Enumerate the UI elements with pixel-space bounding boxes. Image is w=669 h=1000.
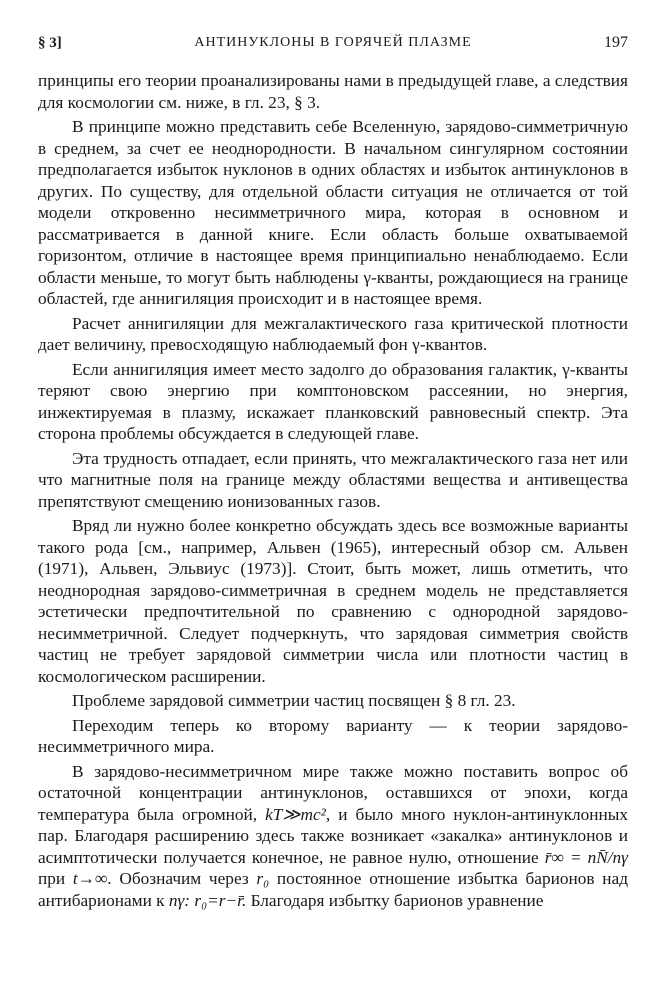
paragraph-9-text-2: , и было много нуклон-антинуклонных пар. Благодаря расширению здесь также возникает «закалка» антинуклонов и асимптотически получается конечное, не равное нулю, отношение	[38, 804, 628, 867]
paragraph-9-text-3: при	[38, 869, 73, 888]
formula-r-infinity: r̄∞ = nN̄/nγ	[544, 847, 628, 867]
section-marker: § 3]	[38, 35, 62, 51]
paragraph-9-text-5: постоянное отношение избытка барионов над антибарионами к	[38, 869, 628, 910]
running-header	[38, 31, 628, 55]
paragraph-5: Эта трудность отпадает, если принять, что межгалактического газа нет или что магнитные поля на границе между областями вещества и антивещества препятствуют смещению ионизованных газов.	[38, 448, 628, 511]
formula-r0: r₀	[256, 869, 270, 888]
paragraph-9-text-6: Благодаря избытку барионов уравнение	[246, 890, 544, 910]
body-text	[38, 70, 628, 914]
running-title: АНТИНУКЛОНЫ В ГОРЯЧЕЙ ПЛАЗМЕ	[194, 35, 472, 50]
paragraph-4: Если аннигиляция имеет место задолго до образования галактик, γ-кванты теряют свою энергию при комптоновском рассеянии, но энергия, инжектируемая в плазму, искажает планковский равновесный спектр. Эта сторона проблемы обсуждается в следующей главе.	[38, 359, 628, 443]
formula-t-infinity: t→∞	[72, 869, 108, 888]
paragraph-2: В принципе можно представить себе Вселенную, зарядово-симметричную в среднем, за счет ее неоднородности. В начальном сингулярном состоянии предполагается избыток нуклонов в одних областях и избыток антинуклонов в других. По существу, для отдельной области ситуация не отличается от той модели откровенно несимметричного мира, которая в основном и рассматривается в данной книге. Если область больше охватываемой горизонтом, отличие в настоящее время принципиально ненаблюдаемо. Если области меньше, то могут быть наблюдены γ-кванты, рождающиеся на границе областей, где аннигиляция происходит и в настоящее время.	[38, 117, 628, 308]
paragraph-9-text-1: В зарядово-несимметричном мире также можно поставить вопрос об остаточной концентрации антинуклонов, оставшихся от эпохи, когда температура была огромной,	[38, 761, 628, 824]
paragraph-9-text-4: . Обозначим через	[107, 869, 257, 888]
paragraph-3: Расчет аннигиляции для межгалактического газа критической плотности дает величину, превосходящую наблюдаемый фон γ-квантов.	[38, 313, 628, 354]
paragraph-1: принципы его теории проанализированы нами в предыдущей главе, а следствия для космологии см. ниже, в гл. 23, § 3.	[38, 71, 628, 112]
formula-r0-definition: nγ: r₀=r−r̄.	[168, 890, 247, 910]
formula-kt-mc2: kT≫mc²	[265, 804, 326, 824]
page-number: 197	[604, 34, 628, 51]
paragraph-7: Проблеме зарядовой симметрии частиц посвящен § 8 гл. 23.	[72, 691, 516, 710]
paragraph-8: Переходим теперь ко второму варианту — к теории зарядово-несимметричного мира.	[38, 715, 628, 756]
paragraph-6: Вряд ли нужно более конкретно обсуждать здесь все возможные варианты такого рода [см., например, Альвен (1965), интересный обзор см. Альвен (1971), Альвен, Эльвиус (1973)]. Стоит, быть может, лишь отметить, что неоднородная зарядово-симметричная в среднем модель не представляется эстетически предпочтительной по сравнению с однородной зарядово-несимметричной. Следует подчеркнуть, что зарядовая симметрия свойств частиц не требует зарядовой симметрии числа или плотности частиц в космологическом расширении.	[38, 516, 628, 686]
paragraph-9	[38, 761, 628, 912]
